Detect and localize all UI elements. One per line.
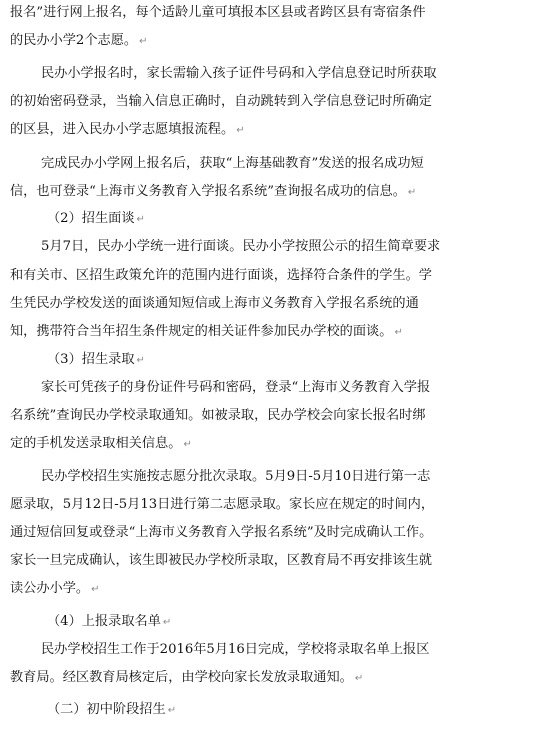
paragraph-mark-icon: ↵: [394, 327, 403, 338]
line-text: 信，也可登录“上海市义务教育入学报名系统”查询报名成功的信息。: [10, 184, 406, 199]
paragraph-mark-icon: ↵: [162, 617, 172, 628]
section-heading: [0, 206, 555, 232]
line-text: 读公办小学。: [10, 581, 90, 596]
line-text: 生凭民办学校发送的面谈通知短信或上海市义务教育入学报名系统的通: [10, 296, 419, 311]
text-line: [0, 576, 555, 602]
text-line: [0, 179, 555, 205]
line-text: 家长可凭孩子的身份证件号码和密码，登录“上海市义务教育入学报: [41, 380, 431, 395]
text-line: [0, 464, 555, 490]
text-line: [0, 319, 555, 345]
text-line: [0, 637, 555, 663]
line-text: 的区县，进入民办小学志愿填报流程。: [10, 122, 235, 137]
line-text: （3）招生录取: [47, 352, 135, 367]
section-heading: [0, 697, 555, 723]
line-text: 知，携带符合当年招生条件规定的相关证件参加民办学校的面谈。: [10, 324, 393, 339]
text-line: [0, 117, 555, 143]
paragraph-mark-icon: ↵: [139, 36, 148, 47]
text-line: [0, 403, 555, 429]
line-text: 名系统”查询民办学校录取通知。如被录取，民办学校会向家长报名时绑: [10, 408, 426, 423]
line-text: 民办小学报名时，家长需输入孩子证件号码和入学信息登记时所获取: [41, 66, 437, 81]
line-text: （二）初中阶段招生: [47, 702, 166, 717]
paragraph-mark-icon: ↵: [136, 355, 145, 366]
line-text: 民办学校招生工作于2016年5月16日完成，学校将录取名单上报区: [41, 642, 430, 657]
line-text: 和有关市、区招生政策允许的范围内进行面谈，选择符合条件的学生。学: [10, 268, 432, 283]
text-line: [0, 520, 555, 546]
section-heading: [0, 347, 555, 373]
line-text: （2）招生面谈: [47, 211, 135, 226]
text-line: [0, 0, 555, 26]
line-text: （4）上报录取名单: [47, 614, 161, 629]
text-line: [0, 28, 555, 54]
paragraph-mark-icon: ↵: [354, 673, 364, 684]
text-line: [0, 89, 555, 115]
paragraph-mark-icon: ↵: [407, 187, 417, 198]
line-text: 的民办小学2个志愿。: [10, 33, 138, 48]
paragraph-mark-icon: ↵: [136, 214, 145, 225]
line-text: 5月7日，民办小学统一进行面谈。民办小学按照公示的招生简章要求: [41, 239, 441, 254]
text-line: [0, 291, 555, 317]
paragraph-mark-icon: ↵: [236, 125, 245, 136]
text-line: [0, 492, 555, 518]
text-line: [0, 151, 555, 177]
line-text: 通过短信回复或登录“上海市义务教育入学报名系统”及时完成确认工作。: [10, 525, 433, 540]
text-line: [0, 234, 555, 260]
line-text: 完成民办小学网上报名后，获取“上海基础教育”发送的报名成功短: [41, 156, 424, 171]
section-heading: [0, 609, 555, 635]
line-text: 报名”进行网上报名，每个适龄儿童可填报本区县或者跨区县有寄宿条件: [10, 5, 426, 20]
text-line: [0, 61, 555, 87]
paragraph-mark-icon: ↵: [167, 705, 177, 716]
line-text: 的初始密码登录，当输入信息正确时，自动跳转到入学信息登记时所确定: [10, 94, 432, 109]
line-text: 教育局。经区教育局核定后，由学校向家长发放录取通知。: [10, 670, 353, 685]
paragraph-mark-icon: ↵: [91, 584, 100, 595]
text-line: [0, 263, 555, 289]
text-line: [0, 548, 555, 574]
text-line: [0, 431, 555, 457]
text-line: [0, 375, 555, 401]
paragraph-mark-icon: ↵: [183, 439, 192, 450]
line-text: 定的手机发送录取相关信息。: [10, 436, 182, 451]
line-text: 民办学校招生实施按志愿分批次录取。5月9日-5月10日进行第一志: [41, 469, 431, 484]
text-line: [0, 665, 555, 691]
line-text: 愿录取，5月12日-5月13日进行第二志愿录取。家长应在规定的时间内，: [10, 497, 435, 512]
line-text: 家长一旦完成确认，该生即被民办学校所录取，区教育局不再安排该生就: [10, 553, 432, 568]
